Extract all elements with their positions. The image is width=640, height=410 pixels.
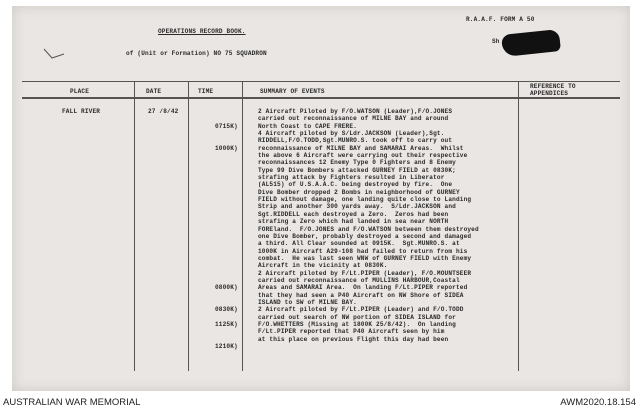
entry-time: 0715K): [215, 122, 238, 130]
entry-time: 1125K): [215, 320, 238, 328]
pencil-tick-icon: [42, 46, 66, 64]
summary-line: Areas and SAMARAI Area. On landing F/Lt.PIPER reported: [258, 284, 468, 292]
summary-line: Type 99 Dive Bombers attacked GURNEY FIELD at 0830K;: [258, 166, 456, 174]
column-time: TIME: [198, 88, 214, 95]
entry-times-third: [215, 306, 238, 365]
record-sheet: [12, 6, 630, 391]
summary-line: that they had seen a P40 Aircraft on NW Shore of SIDEA: [258, 291, 464, 299]
archive-footer: [0, 395, 640, 410]
column-reference-2: APPENDICES: [530, 90, 569, 97]
summary-line: carried out search of NW portion of SIDEA ISLAND for: [258, 313, 456, 321]
column-rule: [188, 81, 189, 371]
summary-line: combat. He was last seen WNW of GURNEY FIELD with Enemy: [258, 254, 472, 262]
column-reference-1: REFERENCE TO: [530, 83, 576, 90]
redaction-mark: [501, 29, 561, 57]
summary-line: 4 Aircraft piloted by S/Ldr.JACKSON (Leader),Sgt.: [258, 130, 445, 138]
column-place: PLACE: [70, 88, 90, 95]
column-summary: SUMMARY OF EVENTS: [260, 88, 325, 95]
entry-place: FALL RIVER: [62, 108, 101, 115]
summary-line: strafing a Zero which had landed in sea near NORTH: [258, 218, 449, 226]
summary-line: North Coast to CAPE FRERE.: [258, 122, 357, 130]
summary-line: (AL515) of U.S.A.A.C. being destroyed by fire. One: [258, 181, 453, 189]
header-bottom-rule: [22, 97, 620, 99]
entry-time: 1210K): [215, 342, 238, 350]
entry-time: 0800K): [215, 283, 238, 291]
summary-line: F/O.WHETTERS (Missing at 1800K 25/8/42). On landing: [258, 320, 456, 328]
column-rule: [134, 81, 135, 371]
footer-institution: AUSTRALIAN WAR MEMORIAL: [3, 397, 141, 408]
summary-line: RIDDELL,F/O.TODD,Sgt.MUNRO.S. took off to carry out: [258, 137, 453, 145]
unit-line: of (Unit or Formation) NO 75 SQUADRON: [126, 50, 267, 57]
summary-line: 1000K in Aircraft A29-108 had failed to return from his: [258, 247, 468, 255]
form-label: R.A.A.F. FORM A 50: [466, 16, 535, 23]
summary-line: the above 6 Aircraft were carrying out their respective: [258, 152, 468, 160]
summary-line: 2 Aircraft Piloted by F/O.WATSON (Leader),F/O.JONES: [258, 108, 453, 115]
summary-line: FIELD without damage, one landing quite close to Landing: [258, 196, 472, 204]
summary-line: carried out reconnaissance of MULLINS HARBOUR,Coastal: [258, 276, 460, 284]
summary-line: one Dive Bomber, probably destroyed a second and damaged: [258, 232, 472, 240]
summary-line: Sgt.RIDDELL each destroyed a Zero. Zeros had been: [258, 210, 449, 218]
summary-line: a third. All Clear sounded at 0915K. Sgt.MUNRO.S. at: [258, 240, 460, 248]
summary-line: ISLAND to SW of MILNE BAY.: [258, 298, 357, 306]
summary-line: Dive Bomber dropped 2 Bombs in neighborhood of GURNEY: [258, 188, 460, 196]
summary-line: strafing attack by Fighters resulted in Liberator: [258, 174, 445, 182]
summary-line: carried out reconnaissance of MILNE BAY and around: [258, 115, 449, 123]
footer-accession-number: AWM2020.18.154: [560, 397, 636, 408]
summary-line: FOREland. F/O.JONES and F/O.WATSON between them destroyed: [258, 225, 479, 233]
column-rule: [242, 81, 243, 371]
summary-of-events: [258, 108, 588, 343]
entry-date: 27 /8/42: [148, 108, 179, 115]
entry-time: 0830K): [215, 305, 238, 313]
entry-times-first: [215, 108, 238, 167]
summary-line: at this place on previous Flight this day had been: [258, 335, 449, 343]
summary-line: 2 Aircraft piloted by F/Lt.PIPER (Leader), F/O.MOUNTSEER: [258, 269, 472, 277]
summary-line: reconnaissances 12 Enemy Type 0 Fighters and 8 Enemy: [258, 159, 456, 167]
summary-line: reconnaissance of MILNE BAY and SAMARAI Areas. Whilst: [258, 144, 464, 152]
sheet-label: Sh: [492, 38, 500, 45]
summary-line: F/Lt.PIPER reported that P40 Aircraft seen by him: [258, 328, 445, 336]
header-top-rule: [22, 81, 620, 82]
summary-line: 2 Aircraft piloted by F/Lt.PIPER (Leader) and F/O.TODD: [258, 306, 464, 314]
entry-time: 1000K): [215, 144, 238, 152]
column-date: DATE: [146, 88, 162, 95]
summary-line: Strip and another 300 yards away. S/Ldr.JACKSON and: [258, 203, 456, 211]
summary-line: Aircraft in the vicinity at 0830K.: [258, 262, 388, 270]
book-title: OPERATIONS RECORD BOOK.: [158, 28, 246, 35]
